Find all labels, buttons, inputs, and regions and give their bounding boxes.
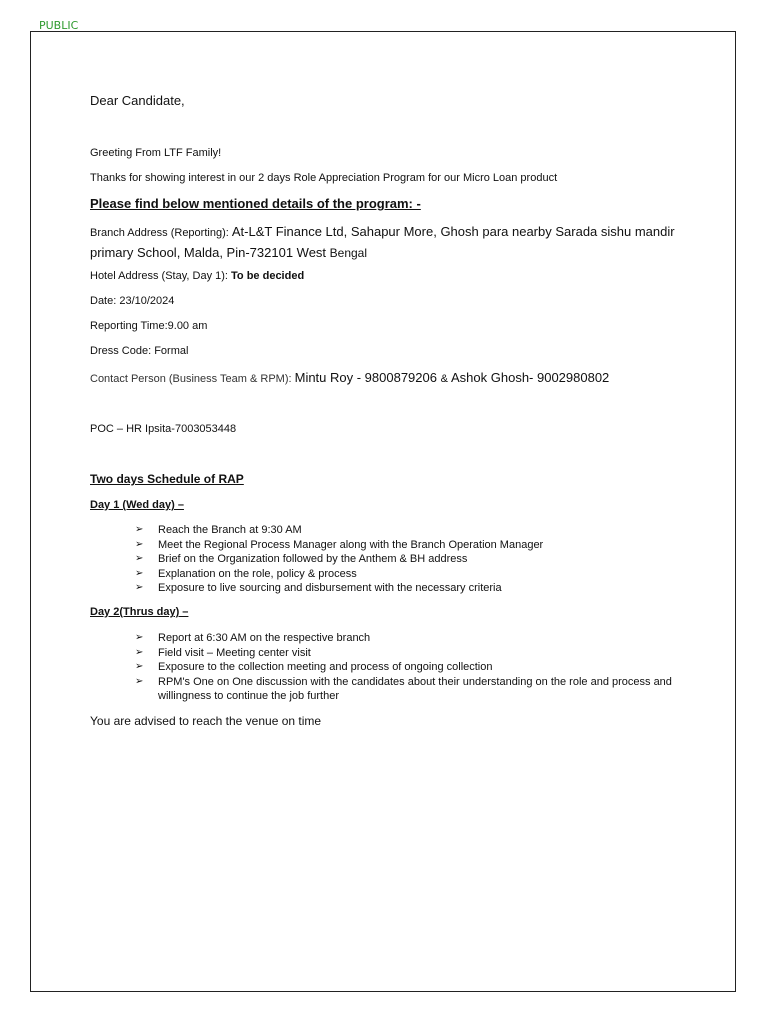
contact-ampersand: & xyxy=(440,373,451,385)
list-item xyxy=(135,581,695,596)
arrow-bullet-icon: ➢ xyxy=(135,646,144,658)
list-item xyxy=(135,646,695,661)
list-item-text: RPM's One on One discussion with the candidates about their understanding on the role and process and willingness to continue the job further xyxy=(158,675,672,702)
arrow-bullet-icon: ➢ xyxy=(135,632,144,643)
arrow-bullet-icon: ➢ xyxy=(135,661,144,672)
list-item-text: Meet the Regional Process Manager along with the Branch Operation Manager xyxy=(158,538,544,551)
list-item-text: Exposure to live sourcing and disbursement with the necessary criteria xyxy=(158,582,502,594)
arrow-bullet-icon: ➢ xyxy=(135,524,144,535)
poc-line: POC – HR Ipsita-7003053448 xyxy=(90,423,237,435)
branch-address-label: Branch Address (Reporting): xyxy=(90,227,232,239)
classification-label: PUBLIC xyxy=(39,19,79,32)
arrow-bullet-icon: ➢ xyxy=(135,553,144,564)
day1-heading: Day 1 (Wed day) – xyxy=(90,499,184,511)
list-item xyxy=(135,631,695,646)
list-item-text: Exposure to the collection meeting and process of ongoing collection xyxy=(158,661,493,673)
arrow-bullet-icon: ➢ xyxy=(135,538,144,550)
details-heading: Please find below mentioned details of the program: - xyxy=(90,196,421,211)
dress-code: Dress Code: Formal xyxy=(90,345,189,357)
list-item xyxy=(135,538,695,553)
schedule-heading: Two days Schedule of RAP xyxy=(90,472,244,486)
contact-person-2: Ashok Ghosh- 9002980802 xyxy=(451,370,610,385)
list-item xyxy=(135,523,695,538)
arrow-bullet-icon: ➢ xyxy=(135,567,144,579)
list-item-text: Explanation on the role, policy & process xyxy=(158,567,357,580)
list-item xyxy=(135,660,695,675)
closing-line: You are advised to reach the venue on time xyxy=(90,714,322,728)
branch-address-value-end: Bengal xyxy=(329,246,368,260)
day2-heading: Day 2(Thrus day) – xyxy=(90,606,189,618)
list-item xyxy=(135,675,695,704)
branch-address xyxy=(90,222,690,263)
program-date: Date: 23/10/2024 xyxy=(90,295,175,307)
list-item-text: Reach the Branch at 9:30 AM xyxy=(158,524,302,536)
branch-address-value: At-L&T Finance Ltd, Sahapur More, Ghosh para nearby Sarada sishu mandir primary School, Malda, Pin-732101 West xyxy=(90,224,675,260)
contact-person-label: Contact Person (Business Team & RPM): xyxy=(90,373,295,385)
list-item-text: Report at 6:30 AM on the respective branch xyxy=(158,632,371,644)
day2-list xyxy=(135,631,695,704)
arrow-bullet-icon: ➢ xyxy=(135,582,144,593)
reporting-time: Reporting Time:9.00 am xyxy=(90,320,208,332)
day1-list xyxy=(135,523,695,596)
thanks-line: Thanks for showing interest in our 2 days Role Appreciation Program for our Micro Loan product xyxy=(90,172,558,184)
hotel-address-value: To be decided xyxy=(231,270,305,282)
contact-person-1: Mintu Roy - 9800879206 xyxy=(294,370,441,385)
list-item-text: Brief on the Organization followed by the Anthem & BH address xyxy=(158,553,468,565)
salutation: Dear Candidate, xyxy=(90,93,185,108)
arrow-bullet-icon: ➢ xyxy=(135,675,144,687)
contact-person xyxy=(90,369,609,387)
greeting-line: Greeting From LTF Family! xyxy=(90,147,222,159)
list-item-text: Field visit – Meeting center visit xyxy=(158,646,311,659)
list-item xyxy=(135,567,695,582)
hotel-address-label: Hotel Address (Stay, Day 1): xyxy=(90,270,232,282)
hotel-address xyxy=(90,270,304,282)
list-item xyxy=(135,552,695,567)
